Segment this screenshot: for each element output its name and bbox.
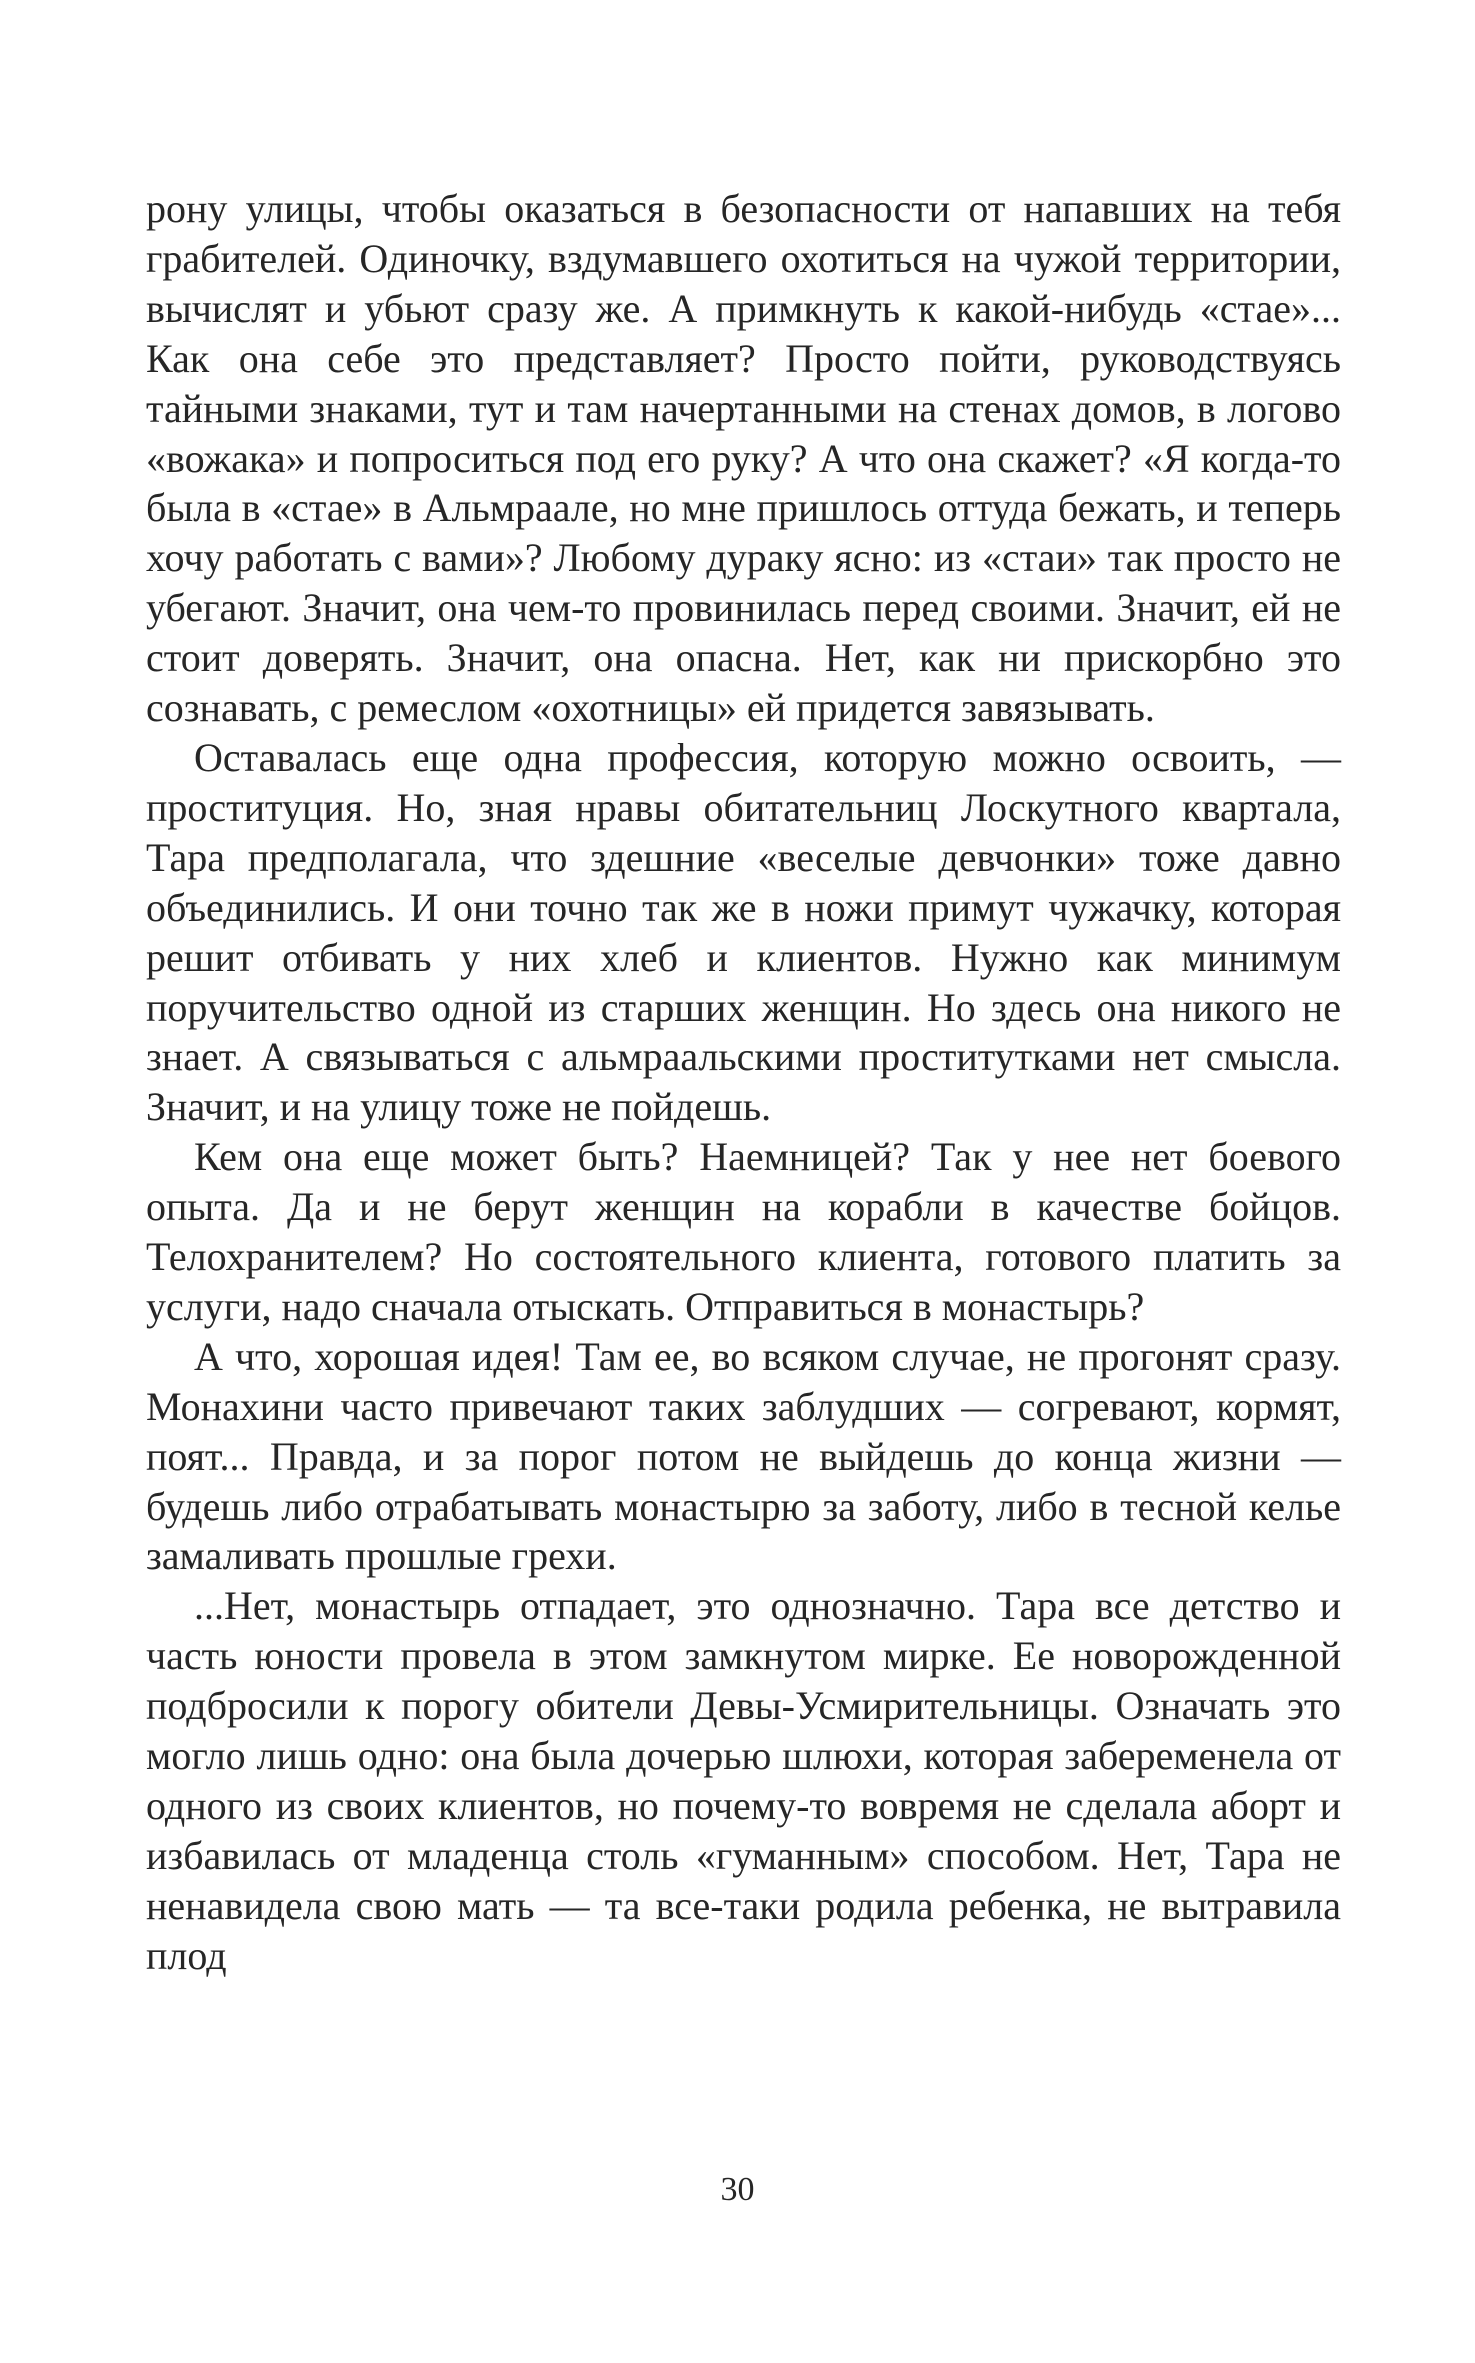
paragraph: Кем она еще может быть? Наемницей? Так у нее нет боевого опыта. Да и не берут женщин на корабли в качестве бойцов. Телохранителем? Но состоятельного клиента, готового платить за услуги, надо сначала отыскать. Отправиться в монастырь? bbox=[146, 1134, 1341, 1329]
body-text bbox=[146, 184, 1341, 1981]
paragraph: Оставалась еще одна профессия, которую можно освоить, — проституция. Но, зная нравы обитательниц Лоскутного квартала, Тара предполагала, что здешние «веселые девчонки» тоже давно объединились. И они точно так же в ножи примут чужачку, которая решит отбивать у них хлеб и клиентов. Нужно как минимум поручительство одной из старших женщин. Но здесь она никого не знает. А связываться с альмраальскими проститутками нет смысла. Значит, и на улицу тоже не пойдешь. bbox=[146, 734, 1341, 1130]
paragraph: ...Нет, монастырь отпадает, это однозначно. Тара все детство и часть юности провела в этом замкнутом мирке. Ее новорожденной подбросили к порогу обители Девы-Усмирительницы. Означать это могло лишь одно: она была дочерью шлюхи, которая забеременела от одного из своих клиентов, но почему-то вовремя не сделала аборт и избавилась от младенца столь «гуманным» способом. Нет, Тара не ненавидела свою мать — та все-таки родила ребенка, не вытравила плод bbox=[146, 1583, 1341, 1978]
paragraph: А что, хорошая идея! Там ее, во всяком случае, не прогонят сразу. Монахини часто привечают таких заблудших — согревают, кормят, поят... Правда, и за порог потом не выйдешь до конца жизни — будешь либо отрабатывать монастырю за заботу, либо в тесной келье замаливать прошлые грехи. bbox=[146, 1333, 1341, 1579]
page-number: 30 bbox=[720, 2171, 755, 2208]
paragraph: рону улицы, чтобы оказаться в безопасности от напавших на тебя грабителей. Одиночку, вздумавшего охотиться на чужой территории, вычислят и убьют сразу же. А примкнуть к какой-нибудь «стае»... Как она себе это представляет? Просто пойти, руководствуясь тайными знаками, тут и там начертанными на стенах домов, в логово «вожака» и попроситься под его руку? А что она скажет? «Я когда-то была в «стае» в Альмраале, но мне пришлось оттуда бежать, и теперь хочу работать с вами»? Любому дураку ясно: из «стаи» так просто не убегают. Значит, она чем-то провинилась перед своими. Значит, ей не стоит доверять. Значит, она опасна. Нет, как ни прискорбно это сознавать, с ремеслом «охотницы» ей придется завязывать. bbox=[146, 186, 1341, 731]
